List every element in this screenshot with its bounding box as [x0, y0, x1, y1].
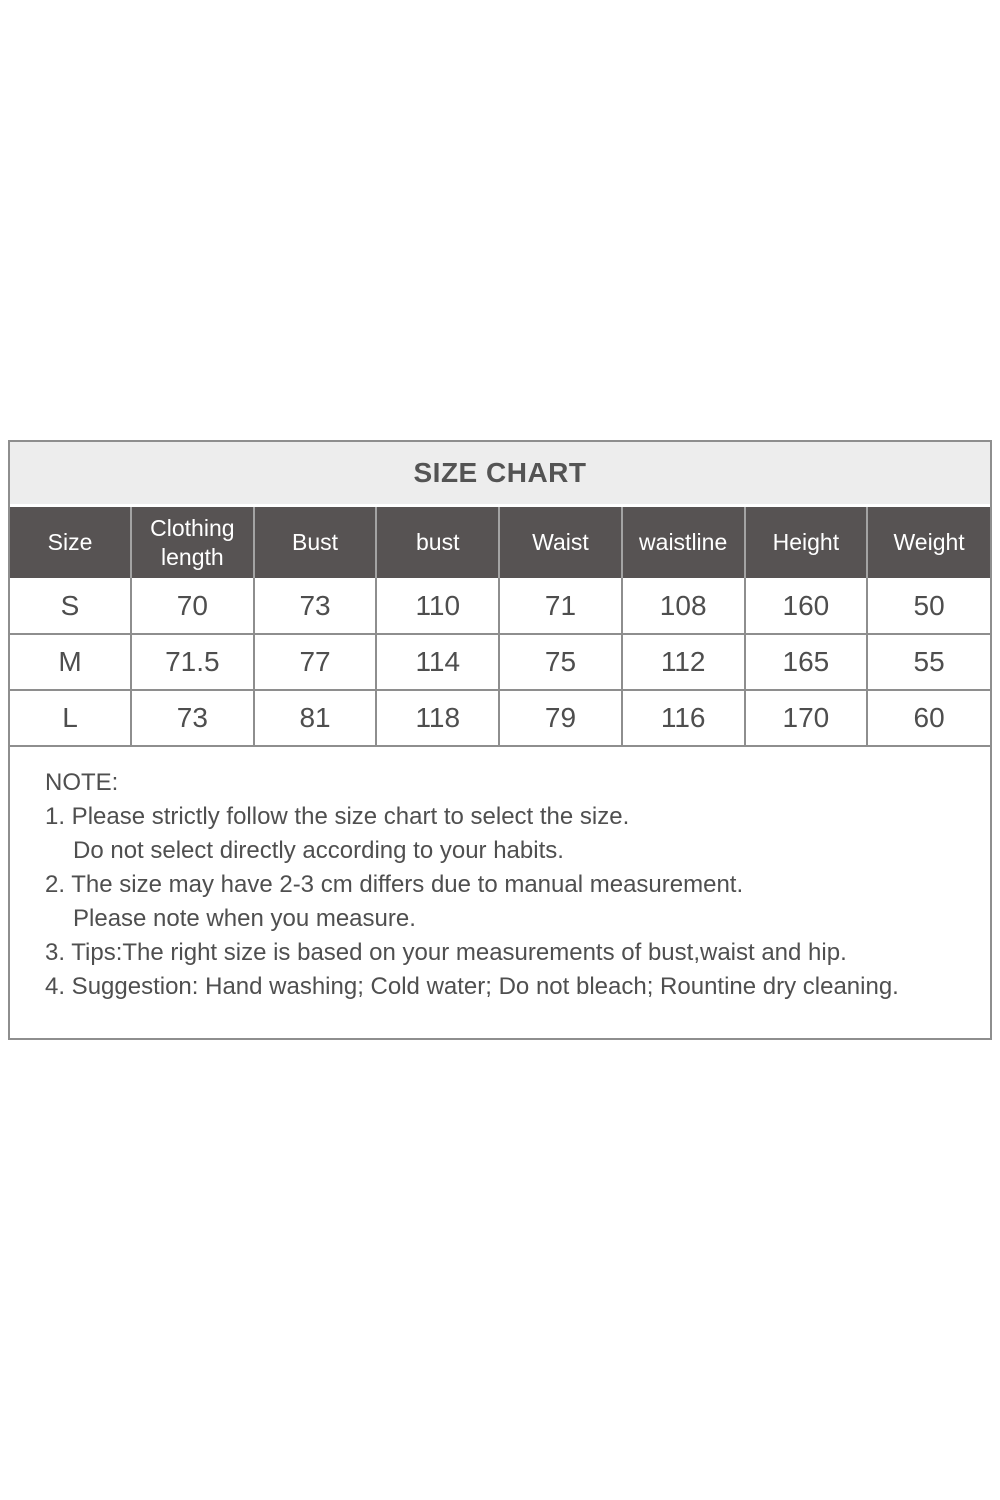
- note-section: [10, 747, 990, 1004]
- cell-bust-1: 81: [254, 690, 377, 746]
- cell-waist: 71: [499, 578, 622, 634]
- cell-waist: 75: [499, 634, 622, 690]
- cell-size-label: L: [10, 690, 131, 746]
- size-table: [10, 507, 990, 747]
- cell-bust-2: 118: [376, 690, 499, 746]
- note-line-2-continued: Please note when you measure.: [73, 905, 416, 932]
- cell-height: 160: [745, 578, 868, 634]
- note-heading: NOTE:: [45, 769, 119, 796]
- column-header-weight: Weight: [867, 507, 990, 578]
- cell-waist: 79: [499, 690, 622, 746]
- note-line-4: 4. Suggestion: Hand washing; Cold water; Do not bleach; Rountine dry cleaning.: [45, 973, 899, 1000]
- note-line-2: 2. The size may have 2-3 cm differs due to manual measurement.: [45, 871, 744, 898]
- cell-bust-1: 77: [254, 634, 377, 690]
- size-row-m: [10, 634, 990, 690]
- size-chart-panel: [8, 440, 992, 1040]
- size-row-l: [10, 690, 990, 746]
- column-header-bust-1: Bust: [254, 507, 377, 578]
- cell-clothing-length: 73: [131, 690, 254, 746]
- cell-bust-2: 114: [376, 634, 499, 690]
- column-header-waistline: waistline: [622, 507, 745, 578]
- column-header-height: Height: [745, 507, 868, 578]
- column-header-clothing-length: Clothing length: [131, 507, 254, 578]
- size-row-s: [10, 578, 990, 634]
- cell-weight: 55: [867, 634, 990, 690]
- cell-size-label: S: [10, 578, 131, 634]
- cell-height: 170: [745, 690, 868, 746]
- column-header-waist: Waist: [499, 507, 622, 578]
- cell-clothing-length: 70: [131, 578, 254, 634]
- size-chart-title: SIZE CHART: [10, 442, 990, 507]
- size-table-header-row: [10, 507, 990, 578]
- cell-waistline: 108: [622, 578, 745, 634]
- cell-weight: 50: [867, 578, 990, 634]
- cell-waistline: 112: [622, 634, 745, 690]
- cell-size-label: M: [10, 634, 131, 690]
- cell-height: 165: [745, 634, 868, 690]
- note-line-3: 3. Tips:The right size is based on your measurements of bust,waist and hip.: [45, 939, 847, 966]
- cell-bust-2: 110: [376, 578, 499, 634]
- cell-waistline: 116: [622, 690, 745, 746]
- note-line-1: 1. Please strictly follow the size chart to select the size.: [45, 803, 630, 830]
- cell-bust-1: 73: [254, 578, 377, 634]
- cell-clothing-length: 71.5: [131, 634, 254, 690]
- note-line-1-continued: Do not select directly according to your habits.: [73, 837, 564, 864]
- column-header-bust-2: bust: [376, 507, 499, 578]
- cell-weight: 60: [867, 690, 990, 746]
- column-header-size: Size: [10, 507, 131, 578]
